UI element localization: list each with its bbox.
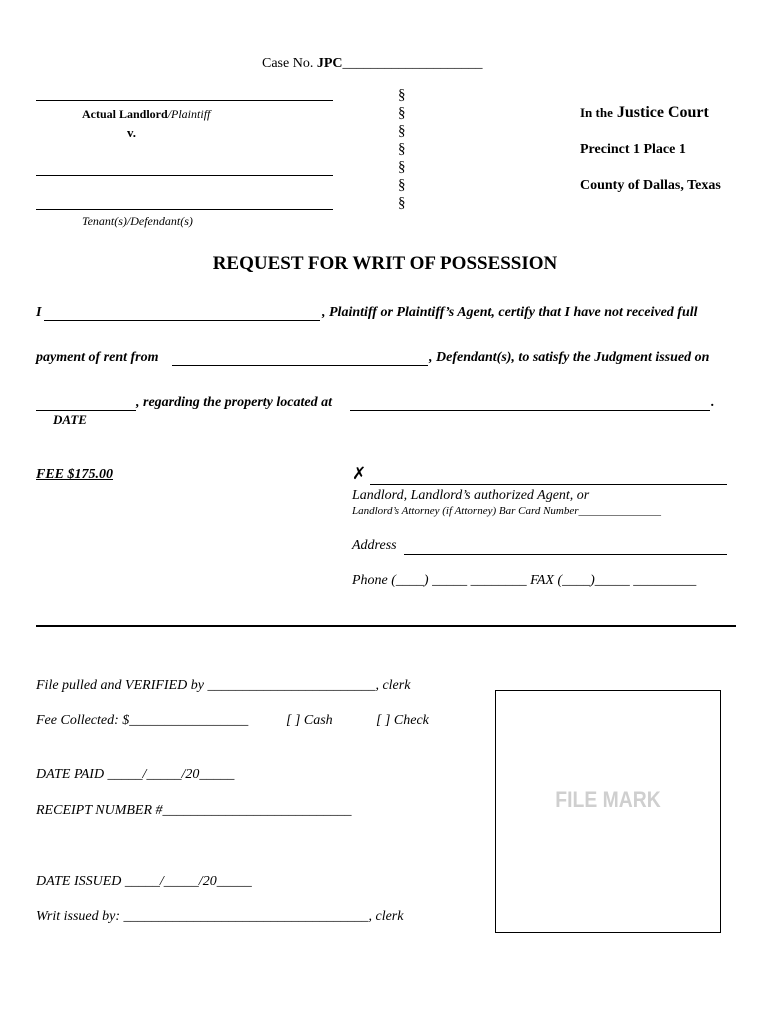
writ-issued-line: Writ issued by: ___________________________________, clerk xyxy=(36,909,404,924)
cash-checkbox[interactable]: [ ] Cash xyxy=(286,713,333,728)
fee-collected-line: Fee Collected: $_________________ xyxy=(36,713,249,728)
date-issued-line: DATE ISSUED _____/_____/20_____ xyxy=(36,874,252,889)
certify-line-start: I xyxy=(36,305,42,320)
property-line-mid: , regarding the property located at xyxy=(136,395,332,410)
certify-line-end: , Plaintiff or Plaintiff’s Agent, certify that I have not received full xyxy=(322,305,698,320)
payment-line-start: payment of rent from xyxy=(36,350,159,365)
versus-label: v. xyxy=(127,125,137,140)
fee-label: FEE $175.00 xyxy=(36,467,114,482)
tenant-label: Tenant(s)/Defendant(s) xyxy=(82,214,193,228)
page-title: REQUEST FOR WRIT OF POSSESSION xyxy=(212,253,558,274)
file-pulled-line: File pulled and VERIFIED by ________________________, clerk xyxy=(36,678,411,693)
section-mark: § xyxy=(398,87,406,103)
landlord-label xyxy=(82,107,210,122)
attorney-bar-card-label: Landlord’s Attorney (if Attorney) Bar Card Number_______________ xyxy=(352,505,662,517)
section-mark: § xyxy=(398,105,406,121)
landlord-name-line xyxy=(36,100,333,101)
court-name: Justice Court xyxy=(616,104,709,121)
file-mark-box xyxy=(495,690,721,933)
address-label: Address xyxy=(352,538,397,553)
tenant-name-line-2 xyxy=(36,209,333,210)
section-mark: § xyxy=(398,123,406,139)
check-checkbox[interactable]: [ ] Check xyxy=(376,713,429,728)
court-heading xyxy=(580,104,709,122)
landlord-label-bold: Actual Landlord xyxy=(82,107,168,121)
payment-line-end: , Defendant(s), to satisfy the Judgment issued on xyxy=(429,350,710,365)
signer-role-label: Landlord, Landlord’s authorized Agent, or xyxy=(352,488,590,503)
date-label: DATE xyxy=(53,412,87,427)
defendant-name-field[interactable] xyxy=(172,349,428,366)
date-paid-line: DATE PAID _____/_____/20_____ xyxy=(36,767,235,782)
address-field[interactable] xyxy=(404,538,727,555)
judgment-date-field[interactable] xyxy=(36,394,136,411)
plaintiff-name-field[interactable] xyxy=(44,304,320,321)
section-mark: § xyxy=(398,195,406,211)
x-mark-icon: ✗ xyxy=(352,464,367,484)
property-line-end: . xyxy=(711,395,715,410)
section-mark: § xyxy=(398,141,406,157)
case-no-label: Case No. xyxy=(262,56,314,71)
tenant-name-line-1 xyxy=(36,175,333,176)
property-address-field[interactable] xyxy=(350,394,710,411)
receipt-number-line: RECEIPT NUMBER #___________________________ xyxy=(36,803,352,818)
county-label: County of Dallas, Texas xyxy=(580,178,721,193)
section-divider xyxy=(36,625,736,627)
case-number xyxy=(262,56,483,72)
file-mark-label: FILE MARK xyxy=(555,787,661,812)
case-no-blank: ____________________ xyxy=(342,56,483,71)
section-mark: § xyxy=(398,177,406,193)
phone-fax-line: Phone (____) _____ ________ FAX (____)_____ _________ xyxy=(352,573,697,588)
signature-field[interactable] xyxy=(370,468,727,485)
court-prefix: In the xyxy=(580,105,613,120)
landlord-label-italic: /Plaintiff xyxy=(167,107,211,121)
section-mark: § xyxy=(398,159,406,175)
case-no-prefix: JPC xyxy=(316,56,343,71)
precinct-label: Precinct 1 Place 1 xyxy=(580,142,686,157)
